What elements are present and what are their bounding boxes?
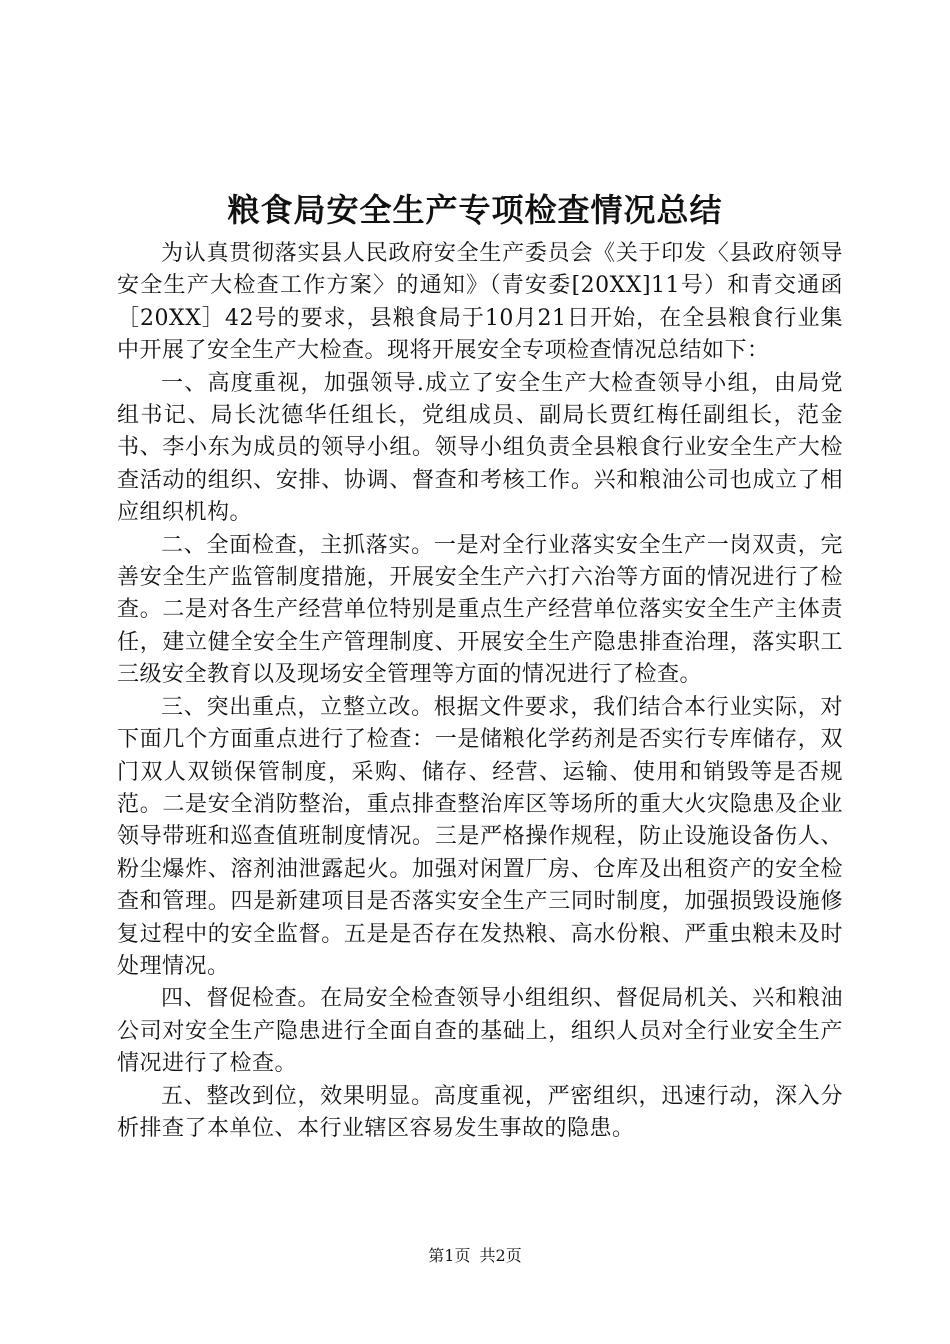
paragraph-section-5: 五、整改到位，效果明显。高度重视，严密组织，迅速行动，深入分析排查了本单位、本行业辖区容易发生事故的隐患。 — [117, 1083, 843, 1141]
document-body — [117, 238, 843, 1145]
paragraph-section-1: 一、高度重视，加强领导.成立了安全生产大检查领导小组，由局党组书记、局长沈德华任组长，党组成员、副局长贾红梅任副组长，范金书、李小东为成员的领导小组。领导小组负责全县粮食行业安全生产大检查活动的组织、安排、协调、督查和考核工作。兴和粮油公司也成立了相应组织机构。 — [117, 370, 843, 526]
page-number-current: 第1页 — [428, 1246, 471, 1265]
page-footer — [0, 1246, 950, 1266]
document-title: 粮食局安全生产专项检查情况总结 — [227, 191, 723, 229]
paragraph-section-3: 三、突出重点，立整立改。根据文件要求，我们结合本行业实际，对下面几个方面重点进行了检查：一是储粮化学药剂是否实行专库储存，双门双人双锁保管制度，采购、储存、经营、运输、使用和销毁等是否规范。二是安全消防整治，重点排查整治库区等场所的重大火灾隐患及企业领导带班和巡查值班制度情况。三是严格操作规程，防止设施设备伤人、粉尘爆炸、溶剂油泄露起火。加强对闲置厂房、仓库及出租资产的安全检查和管理。四是新建项目是否落实安全生产三同时制度，加强损毁设施修复过程中的安全监督。五是是否存在发热粮、高水份粮、严重虫粮未及时处理情况。 — [117, 694, 843, 979]
paragraph-intro: 为认真贯彻落实县人民政府安全生产委员会《关于印发〈县政府领导安全生产大检查工作方案〉的通知》（青安委[20XX]11号）和青交通函［20XX］42号的要求，县粮食局于10月21日开始，在全县粮食行业集中开展了安全生产大检查。现将开展安全专项检查情况总结如下： — [117, 241, 843, 364]
paragraph-section-4: 四、督促检查。在局安全检查领导小组组织、督促局机关、兴和粮油公司对安全生产隐患进行全面自查的基础上，组织人员对全行业安全生产情况进行了检查。 — [117, 986, 843, 1077]
paragraph-section-2: 二、全面检查，主抓落实。一是对全行业落实安全生产一岗双责，完善安全生产监管制度措施，开展安全生产六打六治等方面的情况进行了检查。二是对各生产经营单位特别是重点生产经营单位落实安全生产主体责任，建立健全安全生产管理制度、开展安全生产隐患排查治理，落实职工三级安全教育以及现场安全管理等方面的情况进行了检查。 — [117, 532, 843, 688]
page-number-total: 共2页 — [479, 1246, 522, 1265]
